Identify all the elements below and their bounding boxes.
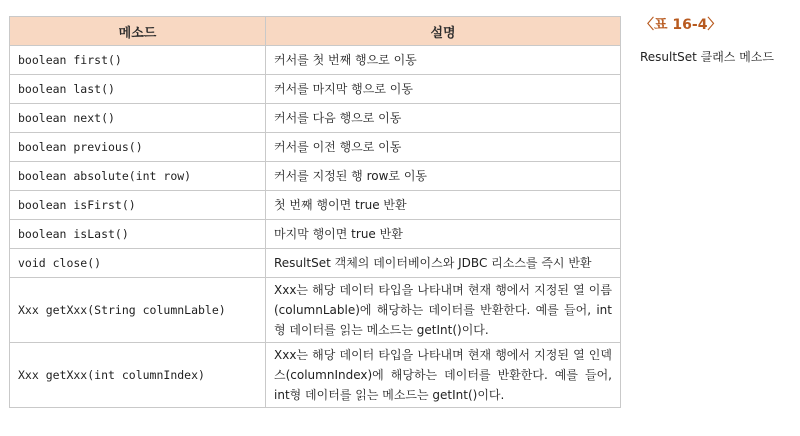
table-row xyxy=(10,133,621,162)
method-cell: void close() xyxy=(10,249,266,278)
table-row xyxy=(10,343,621,408)
description-cell: 커서를 다음 행으로 이동 xyxy=(266,104,621,133)
method-cell: boolean absolute(int row) xyxy=(10,162,266,191)
table-row xyxy=(10,75,621,104)
description-cell: 커서를 지정된 행 row로 이동 xyxy=(266,162,621,191)
description-cell: ResultSet 객체의 데이터베이스와 JDBC 리소스를 즉시 반환 xyxy=(266,249,621,278)
table-number: 〈표 16-4〉 xyxy=(640,17,722,33)
method-cell: boolean isFirst() xyxy=(10,191,266,220)
description-cell: Xxx는 해당 데이터 타입을 나타내며 현재 행에서 지정된 열 인덱스(columnIndex)에 해당하는 데이터를 반환한다. 예를 들어, int형 데이터를 읽는 메소드는 getInt()이다. xyxy=(266,343,621,408)
method-cell: Xxx getXxx(int columnIndex) xyxy=(10,343,266,408)
method-cell: boolean first() xyxy=(10,46,266,75)
table-row xyxy=(10,191,621,220)
method-table-container xyxy=(9,16,620,408)
method-cell: Xxx getXxx(String columnLable) xyxy=(10,278,266,343)
table-header-row xyxy=(10,17,621,46)
header-description: 설명 xyxy=(266,17,621,46)
table-row xyxy=(10,104,621,133)
method-cell: boolean next() xyxy=(10,104,266,133)
method-table xyxy=(9,16,621,408)
method-cell: boolean isLast() xyxy=(10,220,266,249)
method-cell: boolean last() xyxy=(10,75,266,104)
table-row xyxy=(10,220,621,249)
table-row xyxy=(10,249,621,278)
table-row xyxy=(10,278,621,343)
table-row xyxy=(10,162,621,191)
description-cell: 마지막 행이면 true 반환 xyxy=(266,220,621,249)
description-cell: 커서를 이전 행으로 이동 xyxy=(266,133,621,162)
description-cell: 커서를 첫 번째 행으로 이동 xyxy=(266,46,621,75)
table-caption: ResultSet 클래스 메소드 xyxy=(640,50,774,64)
description-cell: 첫 번째 행이면 true 반환 xyxy=(266,191,621,220)
table-row xyxy=(10,46,621,75)
method-cell: boolean previous() xyxy=(10,133,266,162)
table-caption-block xyxy=(640,14,774,65)
description-cell: 커서를 마지막 행으로 이동 xyxy=(266,75,621,104)
header-method: 메소드 xyxy=(10,17,266,46)
description-cell: Xxx는 해당 데이터 타입을 나타내며 현재 행에서 지정된 열 이름(columnLable)에 해당하는 데이터를 반환한다. 예를 들어, int형 데이터를 읽는 메소드는 getInt()이다. xyxy=(266,278,621,343)
